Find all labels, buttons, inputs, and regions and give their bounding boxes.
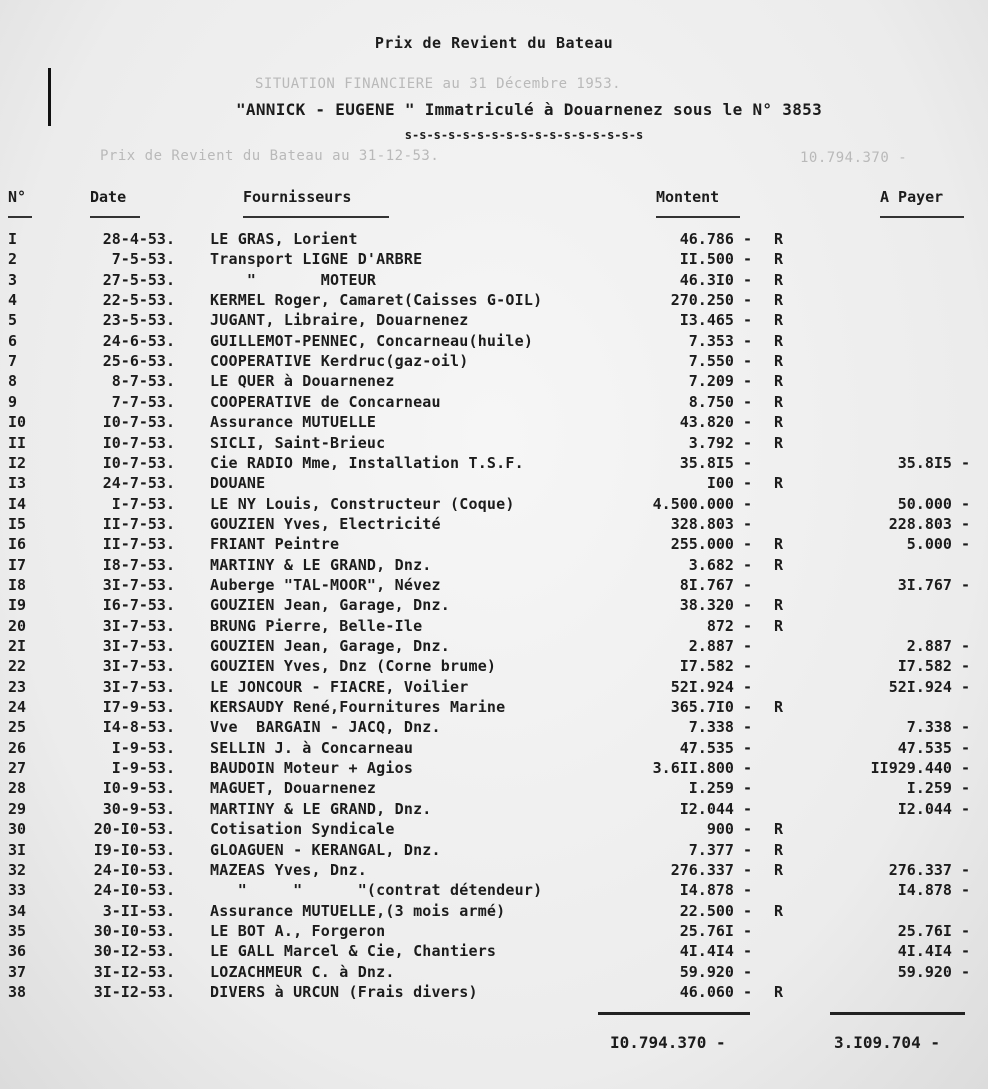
entry-number: I5 <box>8 514 27 533</box>
entry-amount: 43.820 - <box>679 413 752 432</box>
entry-amount: 8I.767 - <box>679 575 752 594</box>
entry-amount-due: I.259 - <box>906 779 970 798</box>
entry-amount: 35.8I5 - <box>679 453 752 472</box>
table-row <box>0 983 988 1003</box>
entry-date: 27-5-53. <box>102 270 175 289</box>
entry-amount: 872 - <box>706 616 752 635</box>
table-row <box>0 596 988 616</box>
entry-supplier: COOPERATIVE de Concarneau <box>210 392 441 411</box>
bleed-through-title: SITUATION FINANCIERE au 31 Décembre 1953. <box>255 76 622 92</box>
entry-paid-mark: R <box>774 535 784 554</box>
entry-date: 24-7-53. <box>102 474 175 493</box>
entry-number: I2 <box>8 453 27 472</box>
table-row <box>0 271 988 291</box>
entry-amount: 52I.924 - <box>670 677 752 696</box>
entry-date: 24-6-53. <box>102 331 175 350</box>
entry-number: 23 <box>8 677 27 696</box>
entry-paid-mark: R <box>774 331 784 350</box>
entry-number: 28 <box>8 779 27 798</box>
table-row <box>0 942 988 962</box>
entry-number: 3I <box>8 840 27 859</box>
entry-date: 24-I0-53. <box>93 860 175 879</box>
entry-amount: I4.878 - <box>679 881 752 900</box>
entry-amount: 46.3I0 - <box>679 270 752 289</box>
entry-date: 20-I0-53. <box>93 820 175 839</box>
entry-number: I8 <box>8 575 27 594</box>
entry-amount: II.500 - <box>679 250 752 269</box>
entry-paid-mark: R <box>774 291 784 310</box>
entry-supplier: LE GALL Marcel & Cie, Chantiers <box>210 942 497 961</box>
entry-amount: 59.920 - <box>679 962 752 981</box>
entry-supplier: Assurance MUTUELLE <box>210 413 377 432</box>
entry-supplier: GOUZIEN Yves, Electricité <box>210 514 441 533</box>
table-row <box>0 311 988 331</box>
entry-date: I-9-53. <box>111 759 175 778</box>
entry-date: 3I-7-53. <box>102 575 175 594</box>
entry-amount: 7.377 - <box>688 840 752 859</box>
entry-supplier: Cie RADIO Mme, Installation T.S.F. <box>210 453 524 472</box>
entry-paid-mark: R <box>774 860 784 879</box>
entry-supplier: GOUZIEN Jean, Garage, Dnz. <box>210 637 450 655</box>
entry-amount: I2.044 - <box>679 799 752 818</box>
entry-amount-due: 4I.4I4 - <box>897 942 970 961</box>
entry-amount-due: I4.878 - <box>897 881 970 900</box>
entry-supplier: GUILLEMOT-PENNEC, Concarneau(huile) <box>210 331 534 350</box>
table-row <box>0 434 988 454</box>
entry-supplier: GLOAGUEN - KERANGAL, Dnz. <box>210 840 441 859</box>
entry-amount: 270.250 - <box>670 291 752 310</box>
entry-number: 38 <box>8 982 27 1001</box>
header-underline <box>8 216 32 218</box>
table-row <box>0 617 988 637</box>
entry-supplier: LE NY Louis, Constructeur (Coque) <box>210 494 515 513</box>
entry-supplier: Vve BARGAIN - JACQ, Dnz. <box>210 718 441 737</box>
entry-paid-mark: R <box>774 616 784 635</box>
header-underline <box>243 216 389 218</box>
table-row <box>0 413 988 433</box>
table-row <box>0 474 988 494</box>
table-row <box>0 637 988 657</box>
entry-number: I7 <box>8 555 27 574</box>
entry-amount-due: I7.582 - <box>897 657 970 676</box>
entry-number: 37 <box>8 962 27 981</box>
entry-date: 7-7-53. <box>111 392 175 411</box>
entry-date: 3I-7-53. <box>102 657 175 676</box>
entry-amount-due: 228.803 - <box>888 514 970 533</box>
entry-amount: 365.7I0 - <box>670 698 752 717</box>
entry-paid-mark: R <box>774 433 784 452</box>
table-row <box>0 678 988 698</box>
entry-amount-due: I2.044 - <box>897 799 970 818</box>
entry-date: 3I-I2-53. <box>93 962 175 981</box>
entry-date: 7-5-53. <box>111 250 175 269</box>
entry-amount: 25.76I - <box>679 921 752 940</box>
entry-number: 2 <box>8 250 18 269</box>
entry-date: 30-9-53. <box>102 799 175 818</box>
header-underline <box>90 216 140 218</box>
entry-number: I6 <box>8 535 27 554</box>
header-underline <box>880 216 964 218</box>
entry-amount: 255.000 - <box>670 535 752 554</box>
entry-supplier: KERSAUDY René,Fournitures Marine <box>210 698 506 717</box>
entry-date: I4-8-53. <box>102 718 175 737</box>
entry-paid-mark: R <box>774 982 784 1001</box>
entry-date: 28-4-53. <box>102 230 175 248</box>
table-row <box>0 922 988 942</box>
entry-paid-mark: R <box>774 311 784 330</box>
entry-date: I0-7-53. <box>102 453 175 472</box>
table-row <box>0 291 988 311</box>
table-row <box>0 495 988 515</box>
entry-supplier: LE JONCOUR - FIACRE, Voilier <box>210 677 469 696</box>
entry-paid-mark: R <box>774 596 784 615</box>
entry-number: I9 <box>8 596 27 615</box>
entry-amount: 46.786 - <box>679 230 752 248</box>
entry-date: I0-7-53. <box>102 413 175 432</box>
title-separator: s-s-s-s-s-s-s-s-s-s-s-s-s-s-s-s-s <box>404 128 644 142</box>
entry-number: 6 <box>8 331 18 350</box>
entry-supplier: MAZEAS Yves, Dnz. <box>210 860 367 879</box>
table-row <box>0 881 988 901</box>
entry-paid-mark: R <box>774 352 784 371</box>
document-subtitle: "ANNICK - EUGENE " Immatriculé à Douarnenez sous le N° 3853 <box>235 100 823 119</box>
entry-supplier: " MOTEUR <box>210 270 377 289</box>
header-montant: Montent <box>656 188 720 206</box>
entry-supplier: FRIANT Peintre <box>210 535 340 554</box>
bleed-through-amount: 10.794.370 - <box>800 150 908 166</box>
entry-number: 5 <box>8 311 18 330</box>
entry-date: 3I-I2-53. <box>93 982 175 1001</box>
entry-amount-due: II929.440 - <box>870 759 970 778</box>
entry-paid-mark: R <box>774 413 784 432</box>
entry-date: I0-7-53. <box>102 433 175 452</box>
entry-amount-due: 25.76I - <box>897 921 970 940</box>
table-row <box>0 393 988 413</box>
entry-number: 2I <box>8 637 27 655</box>
entry-supplier: MARTINY & LE GRAND, Dnz. <box>210 799 432 818</box>
entry-amount: 2.887 - <box>688 637 752 655</box>
entry-amount: 4.500.000 - <box>652 494 752 513</box>
table-row <box>0 718 988 738</box>
entry-amount-due: 59.920 - <box>897 962 970 981</box>
entry-paid-mark: R <box>774 820 784 839</box>
entry-supplier: Cotisation Syndicale <box>210 820 395 839</box>
entry-amount-due: 50.000 - <box>897 494 970 513</box>
entry-date: 30-I0-53. <box>93 921 175 940</box>
entry-number: 30 <box>8 820 27 839</box>
entry-number: 26 <box>8 738 27 757</box>
entry-amount: I7.582 - <box>679 657 752 676</box>
entry-number: 36 <box>8 942 27 961</box>
entry-number: 32 <box>8 860 27 879</box>
entry-paid-mark: R <box>774 840 784 859</box>
entry-number: I0 <box>8 413 27 432</box>
entry-amount: 900 - <box>706 820 752 839</box>
entry-amount: 3.6II.800 - <box>652 759 752 778</box>
entry-date: I0-9-53. <box>102 779 175 798</box>
entry-amount-due: 47.535 - <box>897 738 970 757</box>
table-row <box>0 515 988 535</box>
entry-date: 8-7-53. <box>111 372 175 391</box>
entry-amount: 22.500 - <box>679 901 752 920</box>
entry-paid-mark: R <box>774 230 784 248</box>
table-row <box>0 800 988 820</box>
entry-number: 9 <box>8 392 18 411</box>
entry-date: II-7-53. <box>102 514 175 533</box>
entry-number: I3 <box>8 474 27 493</box>
total-rule-montant <box>598 1012 750 1015</box>
entry-amount: 7.550 - <box>688 352 752 371</box>
entry-paid-mark: R <box>774 901 784 920</box>
entry-supplier: LOZACHMEUR C. à Dnz. <box>210 962 395 981</box>
entry-number: 4 <box>8 291 18 310</box>
entry-date: I-9-53. <box>111 738 175 757</box>
entry-amount: 7.209 - <box>688 372 752 391</box>
entry-supplier: MARTINY & LE GRAND, Dnz. <box>210 555 432 574</box>
header-fournisseurs: Fournisseurs <box>243 188 352 206</box>
table-row <box>0 963 988 983</box>
entry-date: 3I-7-53. <box>102 637 175 655</box>
entry-date: 23-5-53. <box>102 311 175 330</box>
header-a-payer: A Payer <box>880 188 944 206</box>
entry-supplier: DIVERS à URCUN (Frais divers) <box>210 982 478 1001</box>
entry-amount: 47.535 - <box>679 738 752 757</box>
entry-paid-mark: R <box>774 250 784 269</box>
entry-supplier: SELLIN J. à Concarneau <box>210 738 414 757</box>
total-rule-a-payer <box>830 1012 965 1015</box>
entry-date: 30-I2-53. <box>93 942 175 961</box>
entry-number: 27 <box>8 759 27 778</box>
total-montant: I0.794.370 - <box>610 1033 726 1052</box>
entry-date: 3I-7-53. <box>102 616 175 635</box>
entry-amount-due: 35.8I5 - <box>897 453 970 472</box>
entry-supplier: GOUZIEN Yves, Dnz (Corne brume) <box>210 657 497 676</box>
entry-amount-due: 3I.767 - <box>897 575 970 594</box>
total-a-payer: 3.I09.704 - <box>834 1033 940 1052</box>
table-row <box>0 576 988 596</box>
entry-number: 20 <box>8 616 27 635</box>
entry-amount: 46.060 - <box>679 982 752 1001</box>
header-underline <box>656 216 740 218</box>
entry-amount: I.259 - <box>688 779 752 798</box>
entry-supplier: COOPERATIVE Kerdruc(gaz-oil) <box>210 352 469 371</box>
table-row <box>0 861 988 881</box>
entry-amount: 4I.4I4 - <box>679 942 752 961</box>
entry-number: I <box>8 230 18 248</box>
entry-number: 3 <box>8 270 18 289</box>
table-row <box>0 372 988 392</box>
entry-amount-due: 2.887 - <box>906 637 970 655</box>
entry-amount: 7.353 - <box>688 331 752 350</box>
table-row <box>0 820 988 840</box>
entry-amount: 8.750 - <box>688 392 752 411</box>
entry-number: 22 <box>8 657 27 676</box>
entry-amount: 328.803 - <box>670 514 752 533</box>
table-row <box>0 230 988 250</box>
entry-paid-mark: R <box>774 555 784 574</box>
entry-number: 8 <box>8 372 18 391</box>
entry-date: 24-I0-53. <box>93 881 175 900</box>
entry-supplier: LE QUER à Douarnenez <box>210 372 395 391</box>
table-row <box>0 841 988 861</box>
entry-number: 35 <box>8 921 27 940</box>
table-row <box>0 739 988 759</box>
entry-supplier: DOUANE <box>210 474 266 493</box>
entry-date: I-7-53. <box>111 494 175 513</box>
table-row <box>0 779 988 799</box>
entry-date: I9-I0-53. <box>93 840 175 859</box>
entry-date: 3-II-53. <box>102 901 175 920</box>
entry-date: 3I-7-53. <box>102 677 175 696</box>
entry-date: 25-6-53. <box>102 352 175 371</box>
table-row <box>0 759 988 779</box>
table-row <box>0 250 988 270</box>
entry-number: 7 <box>8 352 18 371</box>
entry-amount-due: 52I.924 - <box>888 677 970 696</box>
entry-date: 22-5-53. <box>102 291 175 310</box>
bleed-through-line: Prix de Revient du Bateau au 31-12-53. <box>100 148 440 164</box>
entry-paid-mark: R <box>774 372 784 391</box>
entry-amount: I00 - <box>706 474 752 493</box>
entry-amount: I3.465 - <box>679 311 752 330</box>
entry-number: 29 <box>8 799 27 818</box>
entry-number: II <box>8 433 27 452</box>
entry-supplier: BRUNG Pierre, Belle-Ile <box>210 616 423 635</box>
table-row <box>0 454 988 474</box>
table-row <box>0 352 988 372</box>
table-row <box>0 535 988 555</box>
entry-supplier: " " "(contrat détendeur) <box>210 881 543 900</box>
entry-supplier: KERMEL Roger, Camaret(Caisses G-OIL) <box>210 291 543 310</box>
header-date: Date <box>90 188 127 206</box>
entry-supplier: GOUZIEN Jean, Garage, Dnz. <box>210 596 450 615</box>
entry-number: 24 <box>8 698 27 717</box>
entry-supplier: LE GRAS, Lorient <box>210 230 358 248</box>
table-row <box>0 698 988 718</box>
entry-number: 33 <box>8 881 27 900</box>
entry-date: II-7-53. <box>102 535 175 554</box>
entry-paid-mark: R <box>774 270 784 289</box>
entry-number: I4 <box>8 494 27 513</box>
table-row <box>0 902 988 922</box>
entry-paid-mark: R <box>774 698 784 717</box>
entry-amount: 38.320 - <box>679 596 752 615</box>
entry-supplier: Assurance MUTUELLE,(3 mois armé) <box>210 901 506 920</box>
entry-amount-due: 276.337 - <box>888 860 970 879</box>
table-row <box>0 556 988 576</box>
entry-number: 25 <box>8 718 27 737</box>
entry-supplier: MAGUET, Douarnenez <box>210 779 377 798</box>
document-title: Prix de Revient du Bateau <box>374 34 614 52</box>
table-row <box>0 657 988 677</box>
header-no: N° <box>8 188 27 206</box>
entry-date: I6-7-53. <box>102 596 175 615</box>
entry-amount: 7.338 - <box>688 718 752 737</box>
entry-supplier: BAUDOIN Moteur + Agios <box>210 759 414 778</box>
entry-date: I7-9-53. <box>102 698 175 717</box>
entry-paid-mark: R <box>774 392 784 411</box>
entry-amount: 3.792 - <box>688 433 752 452</box>
entry-amount-due: 7.338 - <box>906 718 970 737</box>
entry-amount: 3.682 - <box>688 555 752 574</box>
entry-supplier: Auberge "TAL-MOOR", Névez <box>210 575 441 594</box>
entry-supplier: SICLI, Saint-Brieuc <box>210 433 386 452</box>
entry-number: 34 <box>8 901 27 920</box>
table-row <box>0 332 988 352</box>
entry-supplier: JUGANT, Libraire, Douarnenez <box>210 311 469 330</box>
entry-supplier: Transport LIGNE D'ARBRE <box>210 250 423 269</box>
entry-supplier: LE BOT A., Forgeron <box>210 921 386 940</box>
entry-amount-due: 5.000 - <box>906 535 970 554</box>
entry-date: I8-7-53. <box>102 555 175 574</box>
entry-paid-mark: R <box>774 474 784 493</box>
entry-amount: 276.337 - <box>670 860 752 879</box>
